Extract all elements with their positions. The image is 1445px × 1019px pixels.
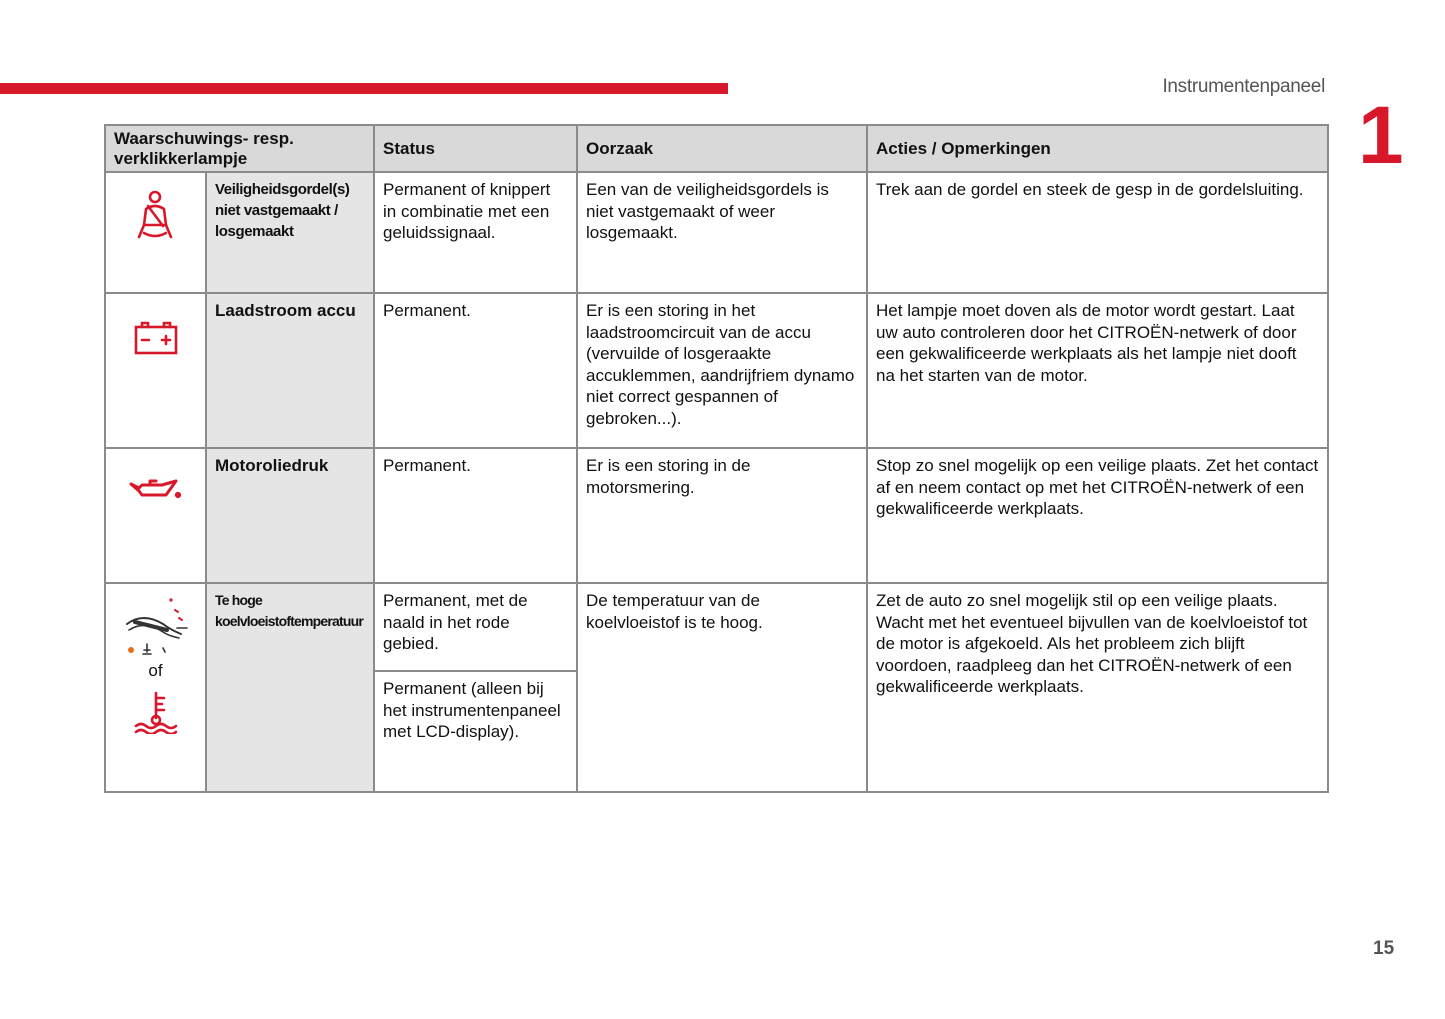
lamp-name-cell: [206, 448, 374, 583]
oil-pressure-warning-icon: [128, 475, 184, 503]
page-number: 15: [1373, 938, 1395, 959]
actions-cell: [867, 293, 1328, 448]
status-cell: [374, 583, 577, 671]
cause-cell: [577, 448, 867, 583]
lamp-name-cell: [206, 293, 374, 448]
status-cell: [374, 293, 577, 448]
table-header-row: [105, 125, 1328, 172]
battery-warning-icon: [133, 320, 179, 356]
cause-cell: [577, 293, 867, 448]
lamp-icon-cell: [105, 583, 206, 792]
warning-lamps-table: [104, 124, 1329, 793]
lamp-icon-cell: [105, 293, 206, 448]
seatbelt-warning-icon: [134, 189, 178, 243]
status-text: Permanent.: [383, 456, 471, 475]
table-row: [105, 293, 1328, 448]
section-title: Instrumentenpaneel: [1162, 76, 1325, 97]
status-cell: [374, 172, 577, 293]
lamp-name: Te hoge koelvloeistoftemperatuur: [215, 592, 364, 629]
cause-text: Er is een storing in het laadstroomcircuit van de accu (vervuilde of losgeraakte accuklemmen, aandrijfriem dynamo niet correct gespannen of gebroken...).: [586, 301, 855, 428]
actions-text: Zet de auto zo snel mogelijk stil op een veilige plaats. Wacht met het eventueel bijvullen van de koelvloeistof tot de motor is afgekoeld. Als het probleem zich blijft voordoen, raadpleeg dan het CITROËN-netwerk of een gekwalificeerde werkplaats.: [876, 591, 1308, 696]
table-row: [105, 583, 1328, 671]
actions-cell: [867, 448, 1328, 583]
status-cell-alt: [374, 671, 577, 792]
lamp-name-cell: [206, 172, 374, 293]
status-cell: [374, 448, 577, 583]
actions-text: Trek aan de gordel en steek de gesp in de gordelsluiting.: [876, 180, 1304, 199]
cause-text: De temperatuur van de koelvloeistof is te hoog.: [586, 591, 763, 632]
lamp-name: Laadstroom accu: [215, 301, 356, 320]
lamp-icon-cell: [105, 448, 206, 583]
status-text: Permanent.: [383, 301, 471, 320]
actions-cell: [867, 172, 1328, 293]
chapter-number: 1: [1358, 90, 1404, 181]
cause-cell: [577, 172, 867, 293]
coolant-temperature-warning-icon: [133, 690, 179, 734]
actions-cell: [867, 583, 1328, 792]
cause-cell: [577, 583, 867, 792]
column-header-actions: Acties / Opmerkingen: [867, 125, 1328, 172]
actions-text: Stop zo snel mogelijk op een veilige plaats. Zet het contact af en neem contact op met het CITROËN-netwerk of een gekwalificeerde werkplaats.: [876, 456, 1319, 518]
coolant-temperature-gauge-icon: [123, 594, 189, 658]
table-row: [105, 448, 1328, 583]
column-header-lamp: Waarschuwings- resp. verklikkerlampje: [105, 125, 374, 172]
lamp-name: Veiligheidsgordel(s) niet vastgemaakt / losgemaakt: [215, 181, 350, 240]
or-label: of: [148, 661, 163, 680]
lamp-icon-cell: [105, 172, 206, 293]
status-text: Permanent of knippert in combinatie met een geluidssignaal.: [383, 180, 551, 242]
cause-text: Er is een storing in de motorsmering.: [586, 456, 751, 497]
table-row: [105, 172, 1328, 293]
accent-bar: [0, 83, 728, 94]
column-header-cause: Oorzaak: [577, 125, 867, 172]
column-header-status: Status: [374, 125, 577, 172]
cause-text: Een van de veiligheidsgordels is niet vastgemaakt of weer losgemaakt.: [586, 180, 829, 242]
lamp-name-cell: [206, 583, 374, 792]
lamp-name: Motoroliedruk: [215, 456, 329, 475]
actions-text: Het lampje moet doven als de motor wordt gestart. Laat uw auto controleren door het CITROËN-netwerk of door een gekwalificeerde werkplaats als het lampje niet dooft na het starten van de motor.: [876, 301, 1297, 385]
status-text-alt: Permanent (alleen bij het instrumentenpaneel met LCD-display).: [383, 679, 561, 741]
status-text: Permanent, met de naald in het rode gebied.: [383, 591, 528, 653]
